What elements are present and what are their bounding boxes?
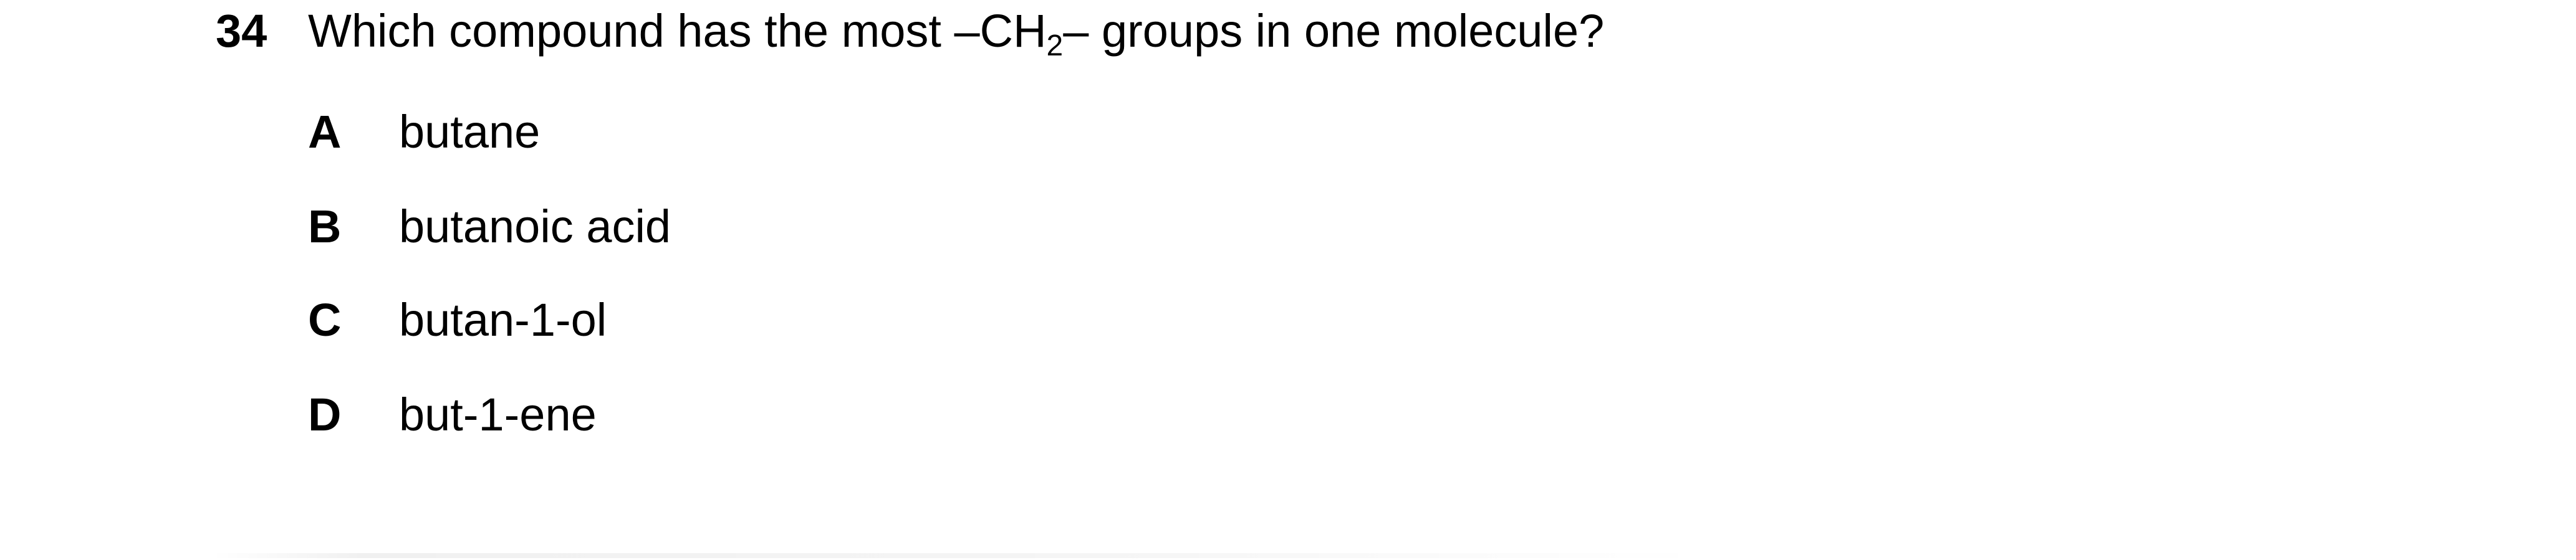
question-stem-subscript: 2 <box>1046 29 1064 62</box>
question-stem-end: – groups in one molecule? <box>1063 5 1605 57</box>
question-stem-start: Which compound has the most –CH <box>308 5 1047 57</box>
cropped-next-line <box>212 553 1708 558</box>
option-letter: B <box>308 201 342 252</box>
option-letter: C <box>308 294 342 346</box>
option-letter: D <box>308 389 342 440</box>
option-text: butanoic acid <box>399 201 671 252</box>
question-number: 34 <box>216 5 267 57</box>
option-text: but-1-ene <box>399 389 597 440</box>
option-letter: A <box>308 106 342 158</box>
option-text: butan-1-ol <box>399 294 607 346</box>
question-stem <box>308 4 1605 62</box>
option-text: butane <box>399 106 541 158</box>
